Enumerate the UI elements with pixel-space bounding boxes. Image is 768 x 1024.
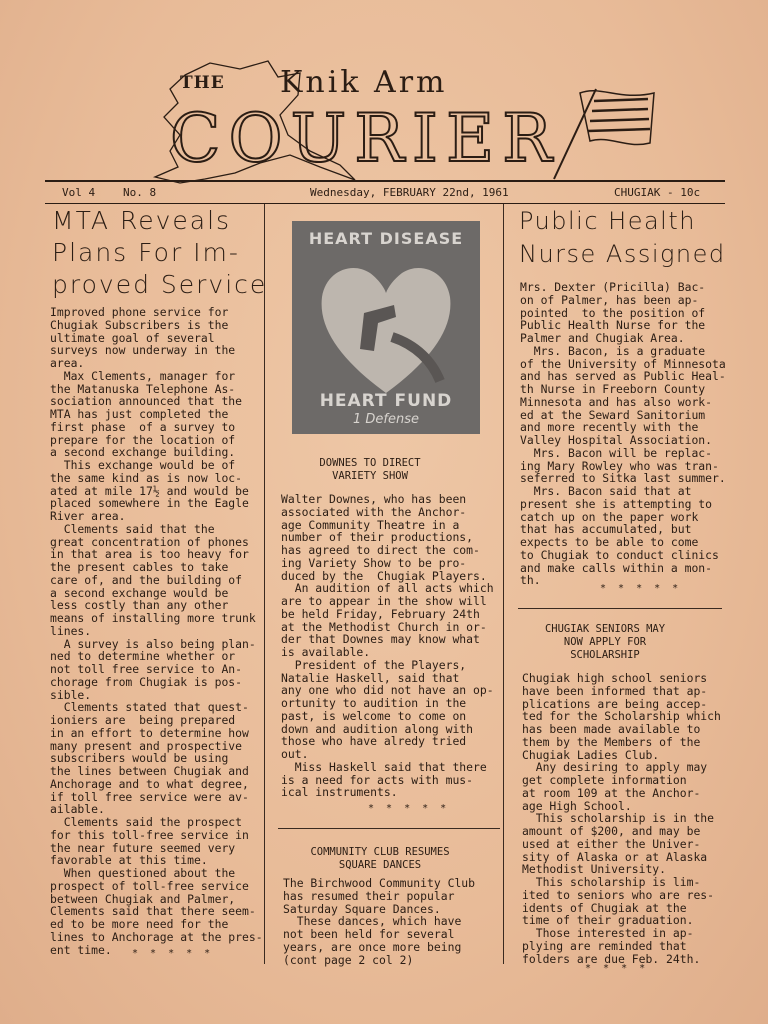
masthead-knik-arm: Knik Arm xyxy=(280,65,448,100)
article-downes-subhead: DOWNES TO DIRECT VARIETY SHOW xyxy=(319,457,421,482)
number-label: No. 8 xyxy=(123,186,157,199)
article-downes-body: Walter Downes, who has been associated with the Anchor- age Community Theatre in a number of their productions, has agreed to direct the com- ing Variety Show to be pro- duced by the Chugiak Players. An audition of all acts which are to appear in the show will be held Friday, February 24th at the Methodist Church in or- der that Downes may know what is available. President of the Players, Natalie Haskell, said that any one who did not have an op- ortunity to audition in the past, is welcome to come on down and audition along with those who have alredy tried out. Miss Haskell said that there is a need for acts with mus- ical instruments. xyxy=(281,492,494,800)
heart-fund-poster xyxy=(292,221,480,434)
headline-nurse-line1: Public Health xyxy=(519,207,696,235)
headline-nurse-line2: Nurse Assigned xyxy=(519,240,726,268)
poster-defense: 1 Defense xyxy=(353,412,419,427)
masthead-the: THE xyxy=(180,73,225,93)
headline-mta-line2: Plans For Im- xyxy=(52,238,240,267)
column-divider-left xyxy=(264,204,265,964)
flag-icon xyxy=(550,83,660,183)
column3-divider xyxy=(518,608,722,609)
article-scholarship-body: Chugiak high school seniors have been informed that ap- plications are being accep- ted for the Scholarship which has been made available to them by the Members of the Chugiak Ladies Club. Any desiring to apply may get complete information at room 109 at the Anchor- age High School. This scholarship is in the amount of $200, and may be used at either the Univer- sity of Alaska or at Alaska Methodist University. This scholarship is lim- ited to seniors who are res- idents of Chugiak at the time of their graduation. Those interested in ap- plying are reminded that folders are due Feb. 24th. xyxy=(522,671,721,966)
article-mta-stars: * * * * * xyxy=(132,948,214,959)
place-price-label: CHUGIAK - 10c xyxy=(614,186,701,199)
article-squaredance-body: The Birchwood Community Club has resumed their popular Saturday Square Dances. These dances, which have not been held for several years, are once more being (cont page 2 col 2) xyxy=(283,876,476,967)
article-squaredance-subhead: COMMUNITY CLUB RESUMES SQUARE DANCES xyxy=(310,846,450,871)
masthead-rule xyxy=(45,180,725,182)
date-label: Wednesday, FEBRUARY 22nd, 1961 xyxy=(310,186,509,199)
info-rule xyxy=(45,203,725,204)
masthead-courier: COURIER xyxy=(170,100,560,177)
article-scholarship-subhead: CHUGIAK SENIORS MAY NOW APPLY FOR SCHOLARSHIP xyxy=(544,623,666,661)
article-scholarship-stars: * * * * xyxy=(585,963,649,974)
article-downes-stars: * * * * * xyxy=(368,803,450,814)
column-divider-right xyxy=(503,204,504,964)
poster-heart-fund: HEART FUND xyxy=(319,391,453,411)
column2-divider xyxy=(278,828,500,829)
headline-mta-line3: proved Service xyxy=(52,270,268,299)
volume-label: Vol 4 xyxy=(62,186,96,199)
masthead xyxy=(150,55,660,185)
poster-heart-disease: HEART DISEASE xyxy=(308,229,464,248)
headline-mta-line1: MTA Reveals xyxy=(52,206,232,235)
article-nurse-stars: * * * * * xyxy=(600,583,682,594)
article-nurse-body: Mrs. Dexter (Pricilla) Bac- on of Palmer, has been ap- pointed to the position of Public Health Nurse for the Palmer and Chugiak Area. Mrs. Bacon, is a graduate of the University of Minnesota and has served as Public Heal- th Nurse in Freeborn County Minnesota and has also work- ed at the Seward Sanitorium and more recently with the Valley Hospital Association. Mrs. Bacon will be replac- ing Mary Rowley who was tran- seferred to Sitka last summer. Mrs. Bacon said that at present she is attempting to catch up on the paper work that has accumulated, but expects to be able to come to Chugiak to conduct clinics and make calls within a mon- th. xyxy=(520,280,726,588)
article-mta-body: Improved phone service for Chugiak Subscribers is the ultimate goal of several surveys now underway in the area. Max Clements, manager for the Matanuska Telephone As- sociation announced that the MTA has just completed the first phase of a survey to prepare for the location of a second exchange building. This exchange would be of the same kind as is now loc- ated at mile 17½ and would be placed somewhere in the Eagle River area. Clements said that the great concentration of phones in that area is too heavy for the present cables to take care of, and the building of a second exchange would be less costly than any other means of installing more trunk lines. A survey is also being plan- ned to determine whether or not toll free service to An- chorage from Chugiak is pos- sible. Clements stated that quest- ioniers are being prepared in an effort to determine how many present and prospective subscribers would be using the lines between Chugiak and Anchorage and to what degree, if toll free service were av- ailable. Clements said the prospect for this toll-free service in the near future seemed very favorable at this time. When questioned about the prospect of toll-free service between Chugiak and Palmer, Clements said that there seem- ed to be more need for the lines to Anchorage at the pres- ent time. xyxy=(50,305,263,957)
